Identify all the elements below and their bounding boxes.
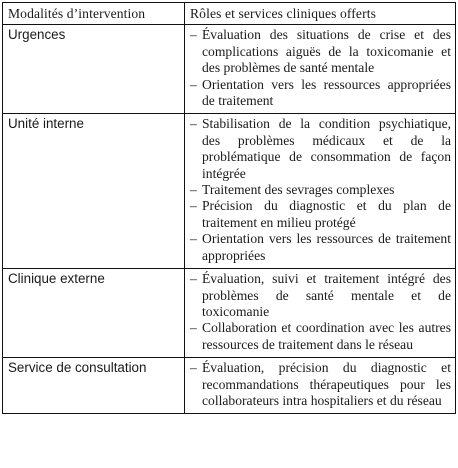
service-item: – Évaluation, suivi et traitement intégré des problèmes de santé mentale et de toxicomanie xyxy=(190,271,451,319)
dash-bullet: – xyxy=(190,182,197,198)
service-item: – Orientation vers les ressources appropriées de traitement xyxy=(190,76,451,109)
modality-cell: Unité interne xyxy=(3,114,185,269)
dash-bullet: – xyxy=(190,116,197,132)
dash-bullet: – xyxy=(190,271,197,287)
dash-bullet: – xyxy=(190,360,197,376)
dash-bullet: – xyxy=(190,27,197,43)
service-item: – Collaboration et coordination avec les autres ressources de traitement dans le réseau xyxy=(190,320,451,352)
service-item: – Traitement des sevrages complexes xyxy=(190,182,395,198)
services-table xyxy=(2,2,456,414)
service-item: – Évaluation des situations de crise et des complications aiguës de la toxicomanie et des problèmes de santé mentale xyxy=(190,27,451,76)
services-cell xyxy=(185,269,456,358)
dash-bullet: – xyxy=(190,231,197,247)
services-cell xyxy=(185,25,456,114)
header-roles-services: Rôles et services cliniques offerts xyxy=(185,3,456,25)
modality-cell: Urgences xyxy=(3,25,185,114)
table-header-row xyxy=(3,3,456,25)
services-cell xyxy=(185,358,456,414)
dash-bullet: – xyxy=(190,76,197,92)
header-modalites: Modalités d’intervention xyxy=(3,3,185,25)
table-row xyxy=(3,25,456,114)
services-list xyxy=(190,27,451,109)
table-row xyxy=(3,358,456,414)
table-row xyxy=(3,114,456,269)
dash-bullet: – xyxy=(190,320,197,336)
service-item: – Précision du diagnostic et du plan de traitement en milieu protégé xyxy=(190,198,451,230)
service-item: – Évaluation, précision du diagnostic et recommandations thérapeutiques pour les collaborateurs intra hospitaliers et du réseau xyxy=(190,360,451,408)
modality-cell: Service de consultation xyxy=(3,358,185,414)
service-item: – Stabilisation de la condition psychiatique, des problèmes médicaux et de la problématique de consommation de façon intégrée xyxy=(190,116,451,181)
table-row xyxy=(3,269,456,358)
dash-bullet: – xyxy=(190,198,197,214)
modality-cell: Clinique externe xyxy=(3,269,185,358)
services-list xyxy=(190,271,451,353)
service-item: – Orientation vers les ressources de traitement appropriées xyxy=(190,231,451,263)
services-list xyxy=(190,116,451,264)
services-cell xyxy=(185,114,456,269)
services-table-container xyxy=(2,2,456,414)
services-list xyxy=(190,360,451,409)
